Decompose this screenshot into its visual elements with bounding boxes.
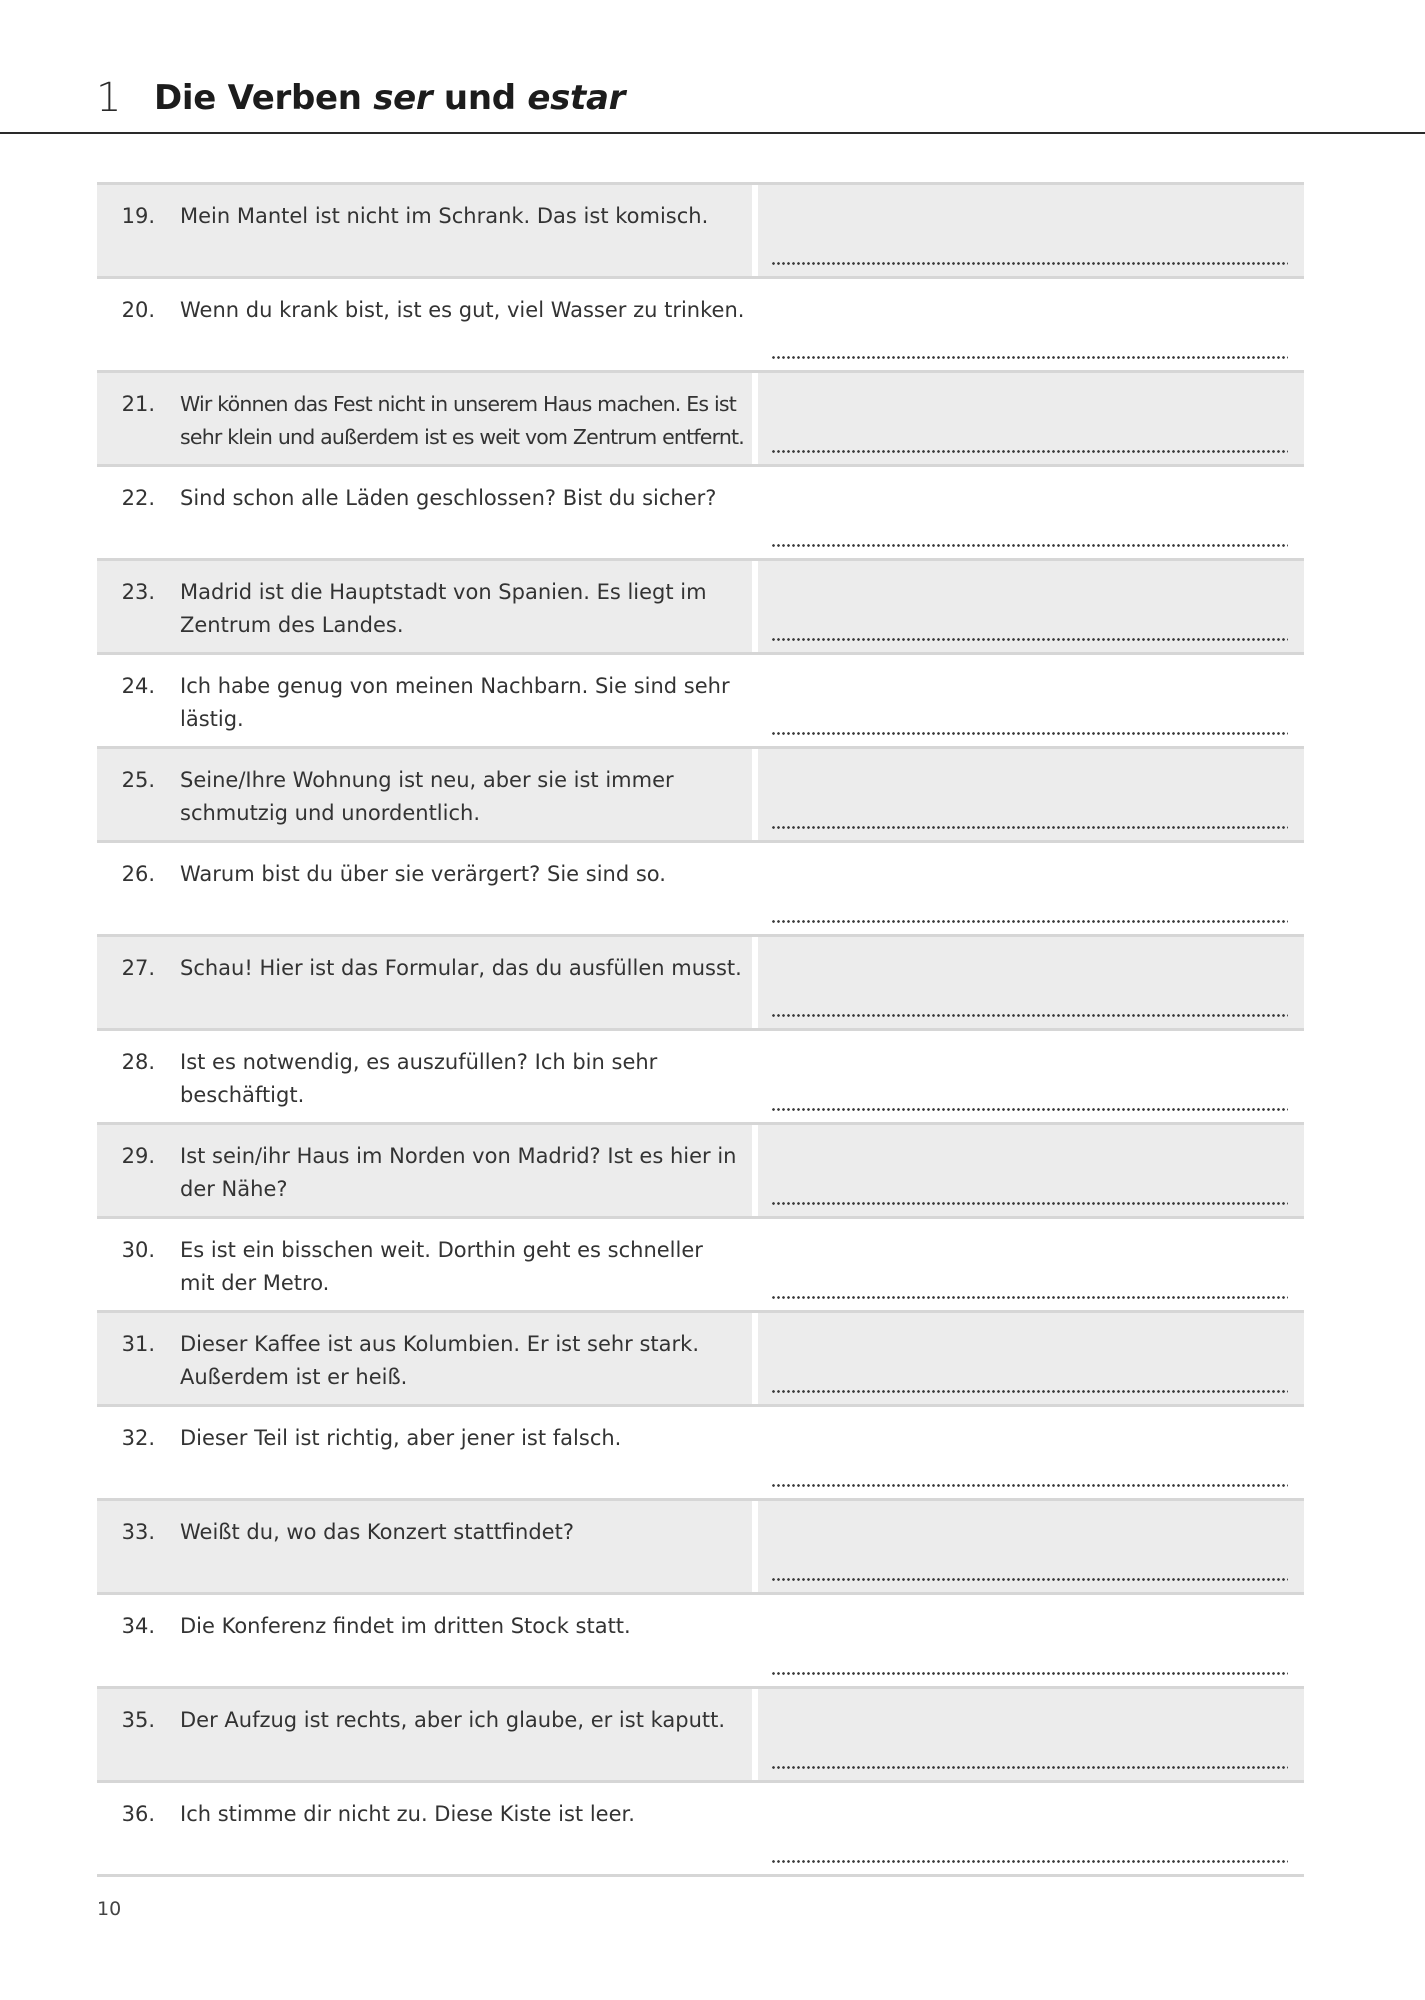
exercise-text: Es ist ein bisschen weit. Dorthin geht es schneller mit der Metro. — [180, 1238, 703, 1295]
exercise-number: 36. — [121, 1802, 155, 1826]
answer-field[interactable] — [758, 655, 1304, 746]
exercise-number: 30. — [121, 1238, 155, 1262]
answer-dotted-line — [771, 1014, 1288, 1017]
answer-field[interactable] — [758, 467, 1304, 558]
exercise-row — [97, 1595, 1304, 1689]
exercise-row — [97, 749, 1304, 843]
exercise-row — [97, 185, 1304, 279]
answer-field[interactable] — [758, 561, 1304, 652]
exercise-row — [97, 937, 1304, 1031]
exercise-number: 31. — [121, 1332, 155, 1356]
exercise-text: Ist es notwendig, es auszufüllen? Ich bin sehr beschäftigt. — [180, 1050, 658, 1107]
answer-field[interactable] — [758, 1783, 1304, 1874]
answer-dotted-line — [771, 356, 1288, 359]
exercise-number: 34. — [121, 1614, 155, 1638]
answer-field[interactable] — [758, 843, 1304, 934]
answer-field[interactable] — [758, 749, 1304, 840]
title-ser: ser — [373, 78, 433, 118]
chapter-title — [154, 80, 625, 117]
exercise-text: Schau! Hier ist das Formular, das du ausfüllen musst. — [180, 956, 742, 980]
exercise-row — [97, 655, 1304, 749]
answer-field[interactable] — [758, 1407, 1304, 1498]
answer-field[interactable] — [758, 373, 1304, 464]
answer-dotted-line — [771, 1484, 1288, 1487]
exercise-row — [97, 373, 1304, 467]
exercise-text: Wenn du krank bist, ist es gut, viel Wasser zu trinken. — [180, 298, 745, 322]
page-header — [0, 0, 1425, 134]
exercise-table — [97, 182, 1304, 1877]
answer-dotted-line — [771, 1578, 1288, 1581]
exercise-text: Warum bist du über sie verärgert? Sie sind so. — [180, 862, 666, 886]
exercise-number: 28. — [121, 1050, 155, 1074]
exercise-row — [97, 1407, 1304, 1501]
answer-dotted-line — [771, 1108, 1288, 1111]
title-part1: Die Verben — [154, 78, 374, 118]
exercise-row — [97, 1313, 1304, 1407]
exercise-row — [97, 1689, 1304, 1783]
exercise-row — [97, 1783, 1304, 1877]
answer-dotted-line — [771, 732, 1288, 735]
answer-field[interactable] — [758, 279, 1304, 370]
answer-field[interactable] — [758, 1313, 1304, 1404]
exercise-number: 23. — [121, 580, 155, 604]
exercise-number: 25. — [121, 768, 155, 792]
exercise-text: Mein Mantel ist nicht im Schrank. Das ist komisch. — [180, 204, 709, 228]
exercise-row — [97, 467, 1304, 561]
exercise-row — [97, 843, 1304, 937]
title-estar: estar — [527, 78, 626, 118]
exercise-text: Der Aufzug ist rechts, aber ich glaube, er ist kaputt. — [180, 1708, 726, 1732]
exercise-number: 29. — [121, 1144, 155, 1168]
exercise-number: 19. — [121, 204, 155, 228]
page-number: 10 — [97, 1898, 122, 1920]
exercise-text: Madrid ist die Hauptstadt von Spanien. Es liegt im Zentrum des Landes. — [180, 580, 707, 637]
answer-dotted-line — [771, 1672, 1288, 1675]
answer-dotted-line — [771, 1296, 1288, 1299]
answer-field[interactable] — [758, 937, 1304, 1028]
answer-field[interactable] — [758, 1219, 1304, 1310]
exercise-number: 22. — [121, 486, 155, 510]
exercise-number: 33. — [121, 1520, 155, 1544]
answer-dotted-line — [771, 1202, 1288, 1205]
answer-dotted-line — [771, 450, 1288, 453]
answer-dotted-line — [771, 1860, 1288, 1863]
exercise-row — [97, 1031, 1304, 1125]
answer-field[interactable] — [758, 185, 1304, 276]
exercise-number: 27. — [121, 956, 155, 980]
answer-dotted-line — [771, 1390, 1288, 1393]
exercise-text: Sind schon alle Läden geschlossen? Bist du sicher? — [180, 486, 717, 510]
answer-dotted-line — [771, 920, 1288, 923]
answer-field[interactable] — [758, 1031, 1304, 1122]
answer-field[interactable] — [758, 1689, 1304, 1780]
exercise-text: Ist sein/ihr Haus im Norden von Madrid? Ist es hier in der Nähe? — [180, 1144, 737, 1201]
exercise-text: Ich stimme dir nicht zu. Diese Kiste ist leer. — [180, 1802, 635, 1826]
exercise-text: Ich habe genug von meinen Nachbarn. Sie sind sehr lästig. — [180, 674, 730, 731]
answer-field[interactable] — [758, 1595, 1304, 1686]
exercise-row — [97, 1501, 1304, 1595]
exercise-text: Dieser Kaffee ist aus Kolumbien. Er ist sehr stark. Außerdem ist er heiß. — [180, 1332, 700, 1389]
exercise-number: 35. — [121, 1708, 155, 1732]
exercise-text: Seine/Ihre Wohnung ist neu, aber sie ist immer schmutzig und unordentlich. — [180, 768, 674, 825]
title-mid: und — [432, 78, 528, 118]
answer-field[interactable] — [758, 1125, 1304, 1216]
answer-dotted-line — [771, 544, 1288, 547]
exercise-row — [97, 1125, 1304, 1219]
exercise-text: Dieser Teil ist richtig, aber jener ist falsch. — [180, 1426, 622, 1450]
exercise-number: 24. — [121, 674, 155, 698]
chapter-number: 1 — [96, 75, 122, 121]
exercise-number: 32. — [121, 1426, 155, 1450]
exercise-row — [97, 279, 1304, 373]
exercise-number: 20. — [121, 298, 155, 322]
answer-dotted-line — [771, 638, 1288, 641]
exercise-number: 26. — [121, 862, 155, 886]
exercise-text: Die Konferenz findet im dritten Stock statt. — [180, 1614, 631, 1638]
exercise-row — [97, 1219, 1304, 1313]
exercise-text: Weißt du, wo das Konzert stattfindet? — [180, 1520, 574, 1544]
answer-dotted-line — [771, 826, 1288, 829]
exercise-number: 21. — [121, 392, 155, 416]
answer-dotted-line — [771, 262, 1288, 265]
exercise-row — [97, 561, 1304, 655]
exercise-text: Wir können das Fest nicht in unserem Haus machen. Es ist sehr klein und außerdem ist es weit vom Zentrum entfernt. — [180, 392, 744, 449]
answer-field[interactable] — [758, 1501, 1304, 1592]
answer-dotted-line — [771, 1766, 1288, 1769]
